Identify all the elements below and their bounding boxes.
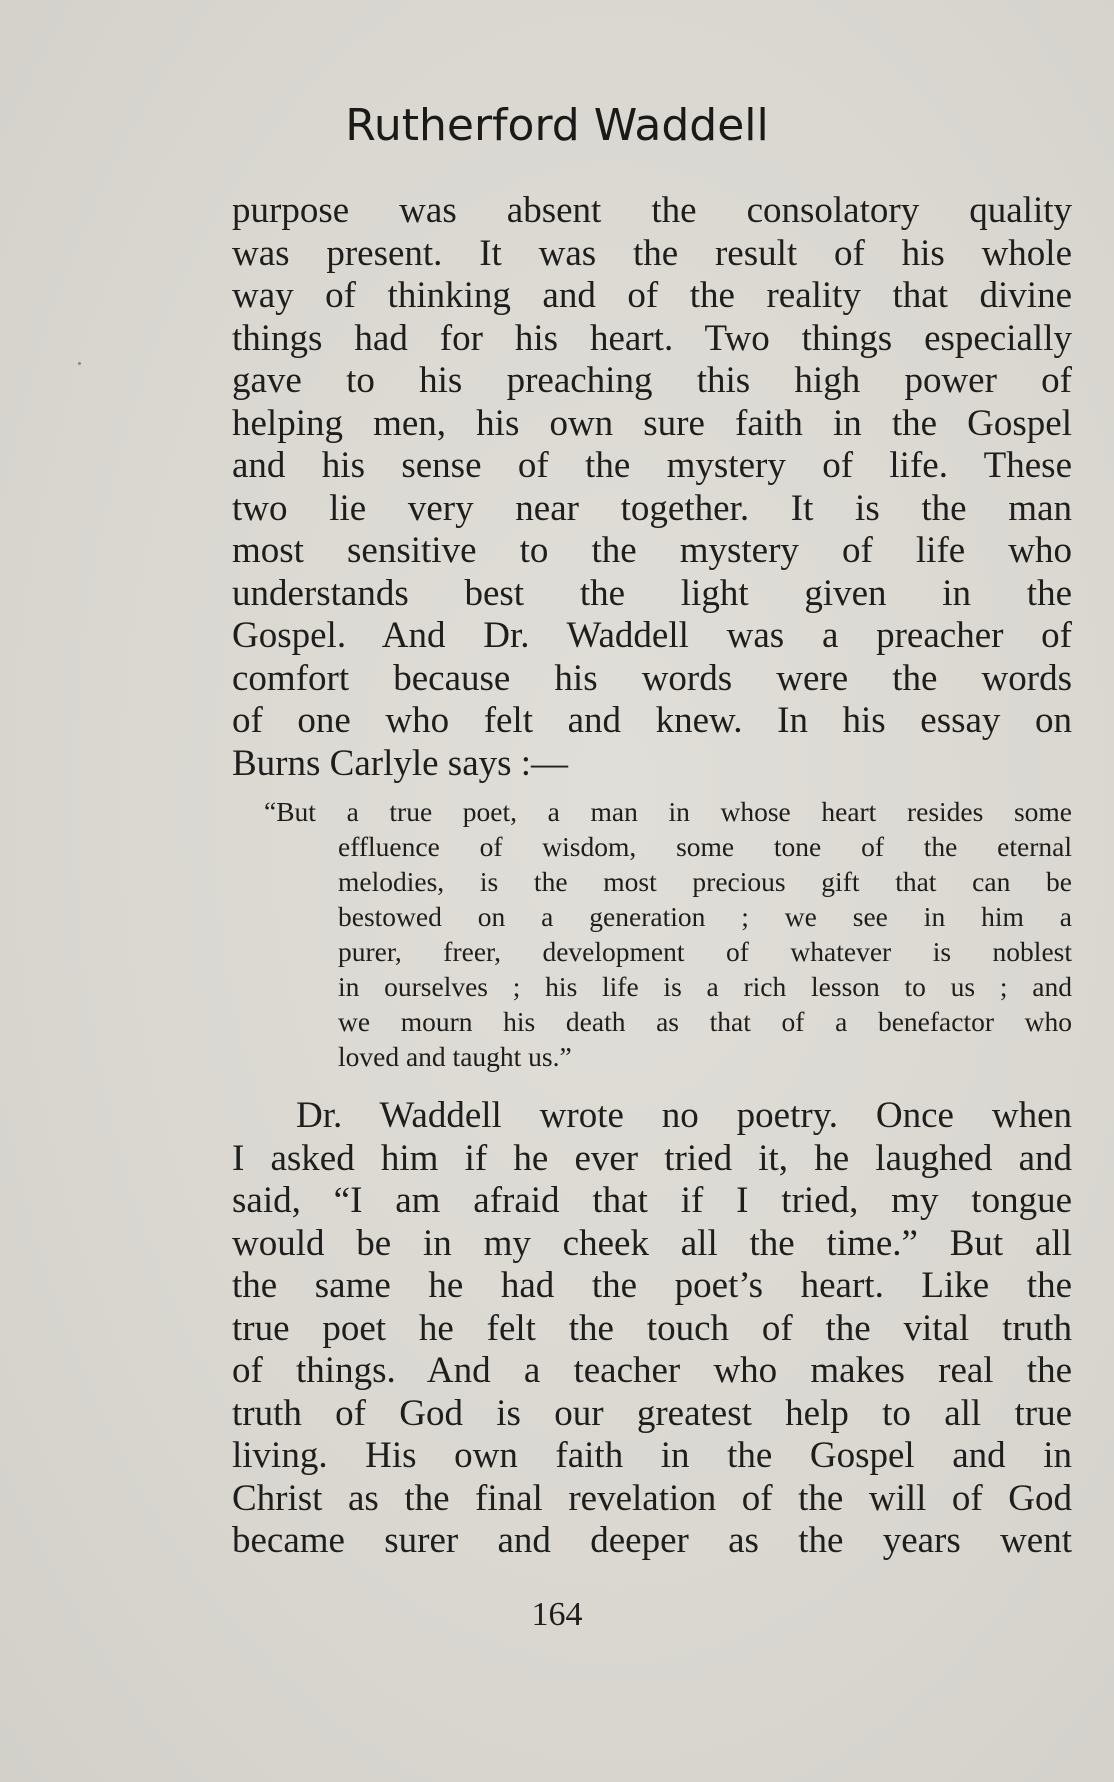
text-line: most sensitive to the mystery of life who — [232, 530, 1072, 571]
text-line: the same he had the poet’s heart. Like the — [232, 1265, 1072, 1306]
text-line: living. His own faith in the Gospel and in — [232, 1435, 1072, 1476]
text-line: true poet he felt the touch of the vital truth — [232, 1307, 1072, 1349]
text-line: comfort because his words were the words — [232, 657, 1072, 699]
page-number: 164 — [531, 1596, 583, 1633]
text-line: Christ as the final revelation of the will of God — [232, 1477, 1072, 1519]
text-line: two lie very near together. It is the man — [232, 487, 1072, 529]
text-line: would be in my cheek all the time.” But all — [232, 1222, 1072, 1264]
text-line: of things. And a teacher who makes real the — [232, 1350, 1072, 1391]
text-line: was present. It was the result of his whole — [232, 232, 1072, 274]
text-line: said, “I am afraid that if I tried, my tongue — [232, 1180, 1072, 1221]
text-line: purpose was absent the consolatory quality — [232, 190, 1072, 231]
text-line: gave to his preaching this high power of — [232, 360, 1072, 401]
running-head: Rutherford Waddell — [345, 100, 769, 151]
text-line: and his sense of the mystery of life. These — [232, 445, 1072, 486]
quote-line: purer, freer, development of whatever is noblest — [338, 936, 1072, 967]
paper-speck — [78, 362, 81, 365]
text-line: Burns Carlyle says :— — [232, 742, 569, 784]
text-line: I asked him if he ever tried it, he laughed and — [232, 1137, 1072, 1179]
quote-line: in ourselves ; his life is a rich lesson to us ; and — [338, 971, 1072, 1002]
paragraph-1 — [232, 190, 1072, 785]
paragraph-2 — [232, 1095, 1072, 1563]
quote-line: loved and taught us.” — [338, 1041, 572, 1072]
quote-line: bestowed on a generation ; we see in him a — [338, 901, 1072, 932]
text-line: truth of God is our greatest help to all true — [232, 1392, 1072, 1434]
quote-line: we mourn his death as that of a benefactor who — [338, 1006, 1072, 1037]
text-line: understands best the light given in the — [232, 572, 1072, 614]
quote-line: melodies, is the most precious gift that can be — [338, 866, 1072, 897]
text-line: of one who felt and knew. In his essay on — [232, 700, 1072, 741]
text-line: things had for his heart. Two things especially — [232, 317, 1072, 359]
text-line: way of thinking and of the reality that divine — [232, 275, 1072, 316]
quote-line: effluence of wisdom, some tone of the eternal — [338, 831, 1072, 862]
text-line: helping men, his own sure faith in the Gospel — [232, 402, 1072, 444]
text-line: Gospel. And Dr. Waddell was a preacher of — [232, 615, 1072, 656]
block-quote — [232, 794, 1072, 1074]
text-line: Dr. Waddell wrote no poetry. Once when — [296, 1095, 1072, 1136]
text-line: became surer and deeper as the years went — [232, 1520, 1072, 1561]
quote-line: “But a true poet, a man in whose heart resides some — [264, 796, 1072, 827]
